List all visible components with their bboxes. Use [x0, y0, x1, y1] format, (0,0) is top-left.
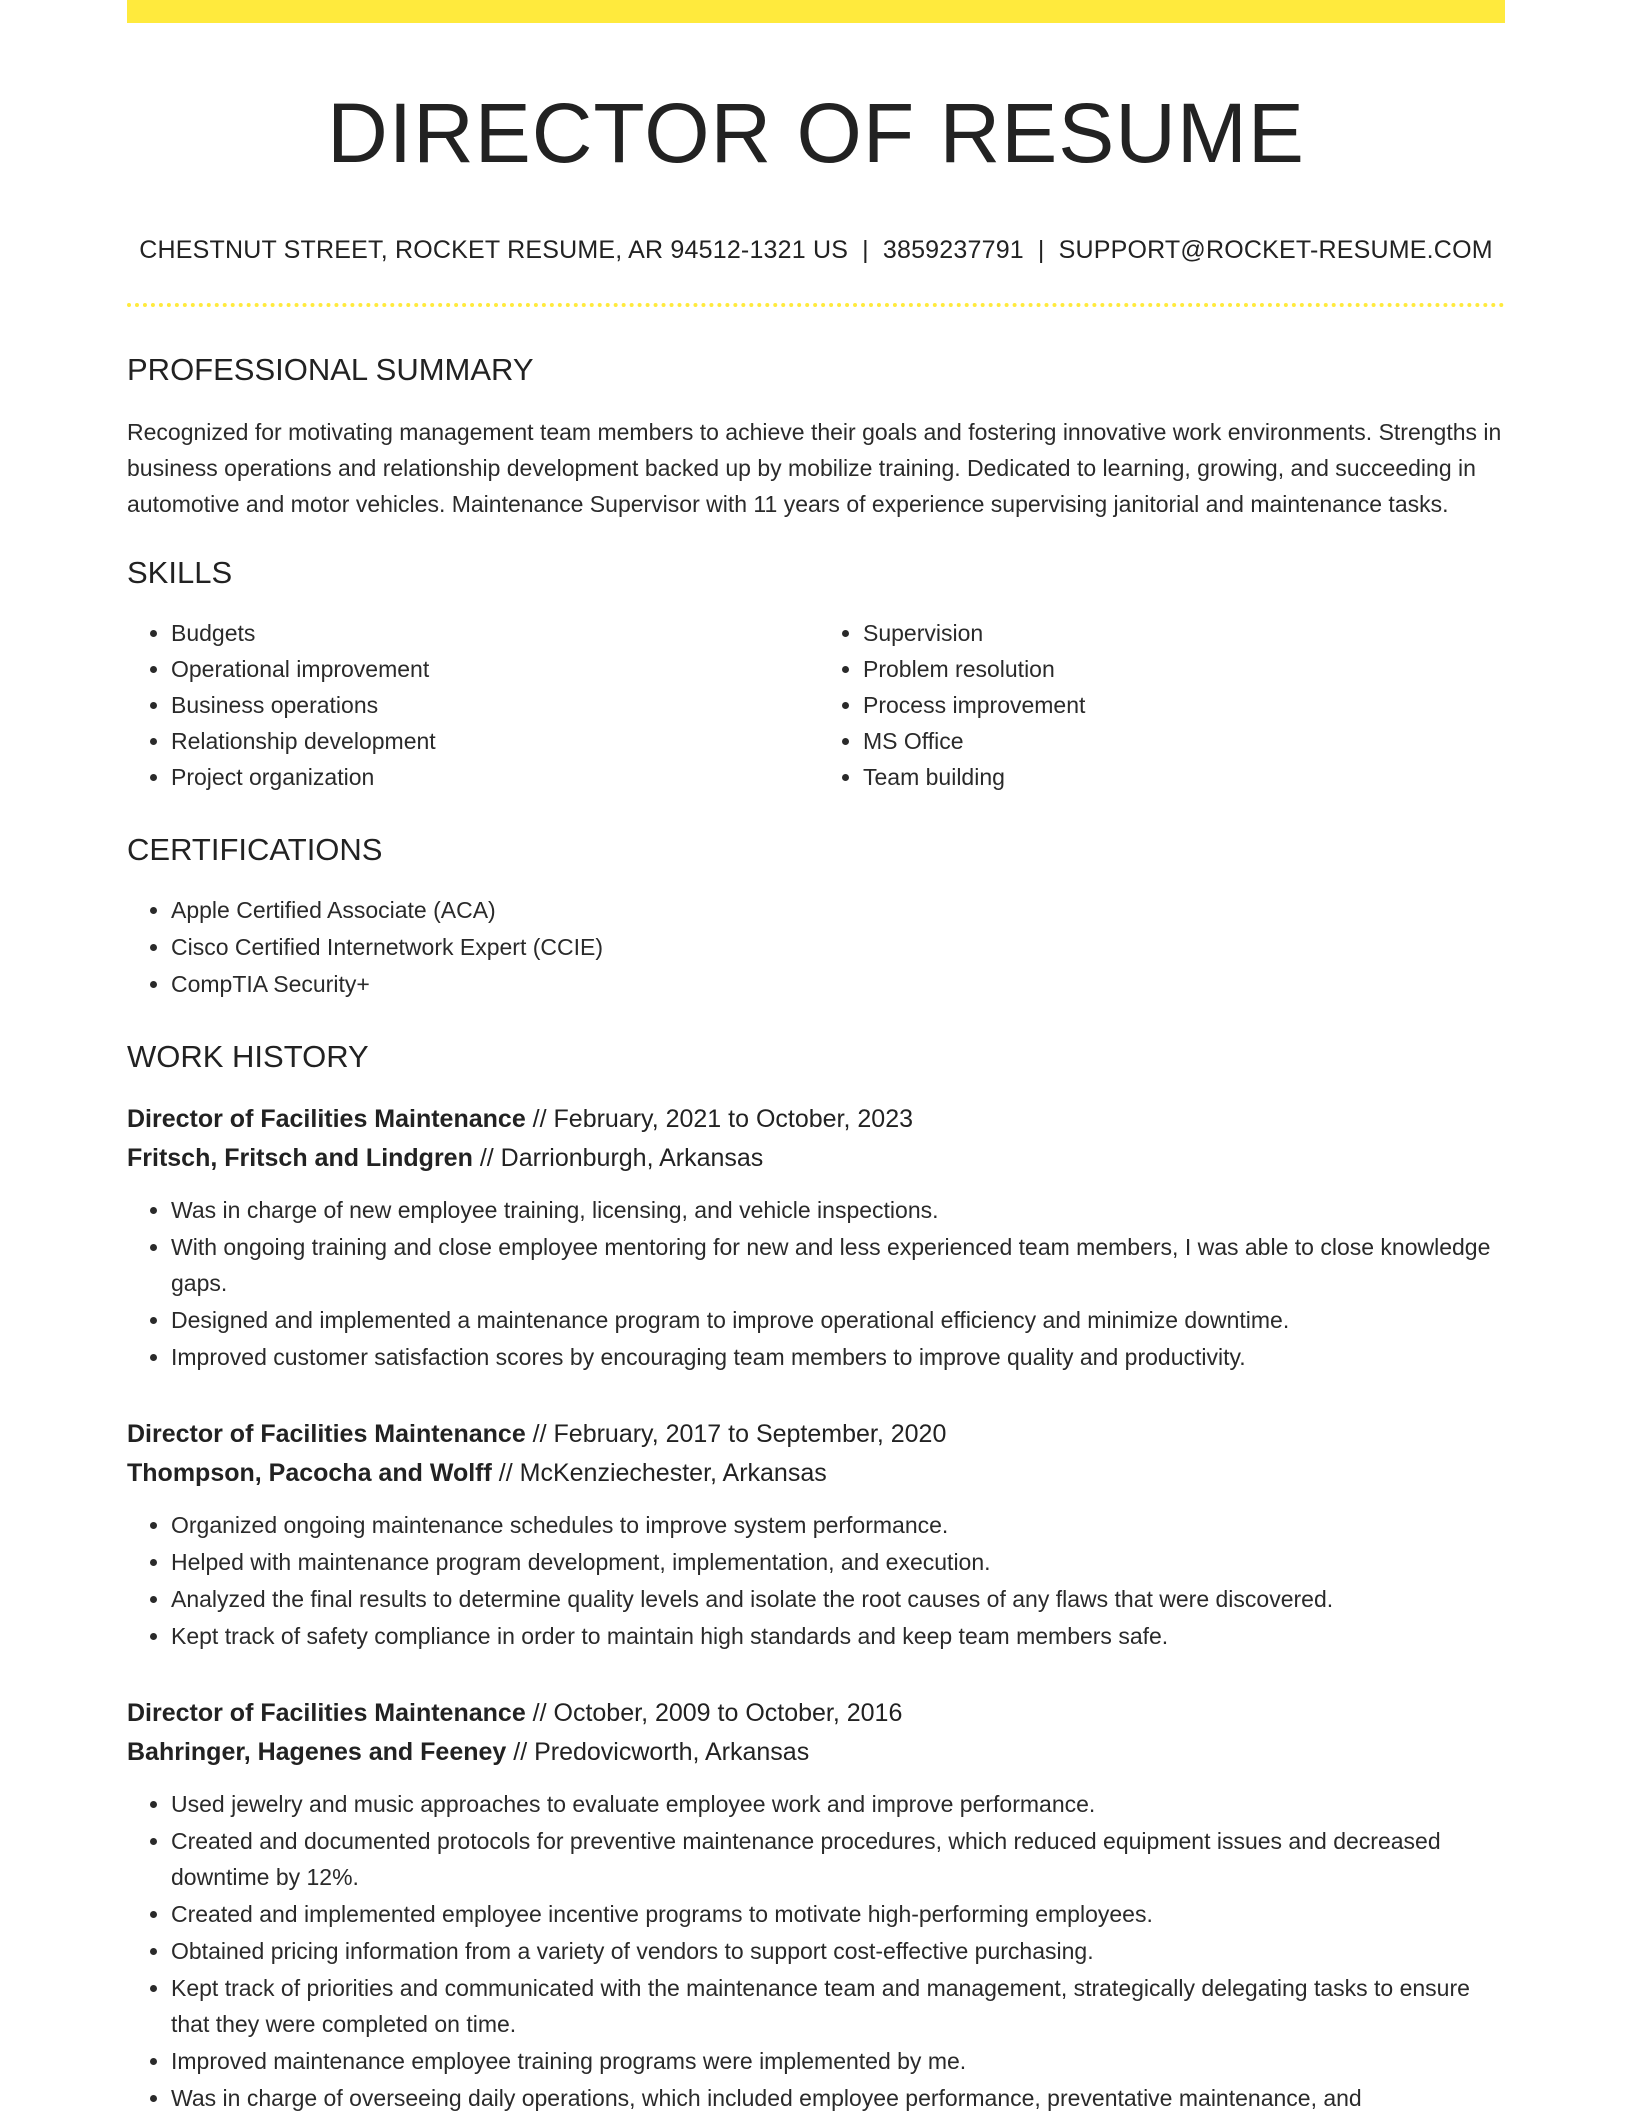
job-company-line: [127, 1139, 1505, 1178]
job-entry: [127, 1415, 1505, 1654]
job-bullet: • Kept track of safety compliance in order to maintain high standards and keep team members safe.: [171, 1618, 1505, 1654]
job-location: McKenziechester, Arkansas: [519, 1458, 827, 1487]
job-bullet: • Used jewelry and music approaches to evaluate employee work and improve performance.: [171, 1786, 1505, 1822]
work-history-heading: WORK HISTORY: [127, 1039, 369, 1075]
job-bullet: • Designed and implemented a maintenance program to improve operational efficiency and minimize downtime.: [171, 1302, 1505, 1338]
job-company-line: [127, 1454, 1505, 1493]
job-bullets: [127, 1507, 1505, 1654]
skills-column-right: [813, 615, 1505, 795]
skill-item: • Team building: [863, 759, 1505, 795]
job-bullet: • Improved customer satisfaction scores by encouraging team members to improve quality and productivity.: [171, 1339, 1505, 1375]
job-bullet: • Created and implemented employee incentive programs to motivate high-performing employees.: [171, 1896, 1505, 1932]
skill-item: • Problem resolution: [863, 651, 1505, 687]
contact-separator: |: [1037, 235, 1045, 264]
skill-item: • MS Office: [863, 723, 1505, 759]
dotted-divider: [127, 303, 1505, 307]
job-bullet: • Improved maintenance employee training programs were implemented by me.: [171, 2043, 1505, 2079]
contact-line: [127, 236, 1505, 265]
job-role: Director of Facilities Maintenance: [127, 1698, 526, 1727]
job-bullet: • Was in charge of new employee training, licensing, and vehicle inspections.: [171, 1192, 1505, 1228]
skill-item: • Project organization: [171, 759, 813, 795]
job-dates: February, 2021 to October, 2023: [553, 1104, 914, 1133]
job-role: Director of Facilities Maintenance: [127, 1419, 526, 1448]
skills-list: [127, 615, 1505, 795]
job-location: Darrionburgh, Arkansas: [500, 1143, 764, 1172]
skills-heading: SKILLS: [127, 554, 233, 590]
job-bullet: • Was in charge of overseeing daily operations, which included employee performance, preventative maintenance, and: [171, 2080, 1505, 2116]
job-divider: //: [525, 1419, 554, 1448]
job-divider: //: [472, 1143, 501, 1172]
job-bullet: • Kept track of priorities and communicated with the maintenance team and management, strategically delegating tasks to ensure that they were completed on time.: [171, 1970, 1505, 2042]
certification-item: • CompTIA Security+: [171, 966, 1505, 1002]
skill-item: • Budgets: [171, 615, 813, 651]
job-title-line: [127, 1694, 1505, 1733]
job-entry: [127, 1694, 1505, 2116]
top-accent-bar: [127, 0, 1505, 23]
job-bullet: • Created and documented protocols for preventive maintenance procedures, which reduced equipment issues and decreased downtime by 12%.: [171, 1823, 1505, 1895]
job-role: Director of Facilities Maintenance: [127, 1104, 526, 1133]
certifications-list: [127, 892, 1505, 1002]
job-dates: February, 2017 to September, 2020: [553, 1419, 947, 1448]
job-location: Predovicworth, Arkansas: [534, 1737, 810, 1766]
resume-name: DIRECTOR OF RESUME: [327, 86, 1305, 180]
job-bullet: • Obtained pricing information from a variety of vendors to support cost-effective purchasing.: [171, 1933, 1505, 1969]
job-bullet: • Helped with maintenance program development, implementation, and execution.: [171, 1544, 1505, 1580]
certifications-heading: CERTIFICATIONS: [127, 832, 383, 868]
job-divider: //: [525, 1104, 554, 1133]
job-bullets: [127, 1786, 1505, 2116]
skill-item: • Relationship development: [171, 723, 813, 759]
certification-item: • Cisco Certified Internetwork Expert (CCIE): [171, 929, 1505, 965]
job-title-line: [127, 1415, 1505, 1454]
job-dates: October, 2009 to October, 2016: [553, 1698, 903, 1727]
job-bullet: • With ongoing training and close employee mentoring for new and less experienced team members, I was able to close knowledge gaps.: [171, 1229, 1505, 1301]
skill-item: • Process improvement: [863, 687, 1505, 723]
job-entry: [127, 1100, 1505, 1375]
summary-heading: PROFESSIONAL SUMMARY: [127, 351, 534, 387]
certification-item: • Apple Certified Associate (ACA): [171, 892, 1505, 928]
skill-item: • Business operations: [171, 687, 813, 723]
contact-separator: |: [862, 235, 869, 264]
skills-column-left: [127, 615, 813, 795]
job-divider: //: [491, 1458, 520, 1487]
job-company: Bahringer, Hagenes and Feeney: [127, 1737, 507, 1766]
job-title-line: [127, 1100, 1505, 1139]
job-bullet: • Analyzed the final results to determine quality levels and isolate the root causes of any flaws that were discovered.: [171, 1581, 1505, 1617]
contact-phone: 3859237791: [882, 235, 1024, 264]
job-company: Thompson, Pacocha and Wolff: [127, 1458, 492, 1487]
job-bullets: [127, 1192, 1505, 1375]
summary-text: Recognized for motivating management team members to achieve their goals and fostering innovative work environments. Strengths in business operations and relationship development backed up by mobilize training. Dedicated to learning, growing, and succeeding in automotive and motor vehicles. Maintenance Supervisor with 11 years of experience supervising janitorial and maintenance tasks.: [127, 418, 1502, 517]
job-company: Fritsch, Fritsch and Lindgren: [127, 1143, 473, 1172]
skill-item: • Operational improvement: [171, 651, 813, 687]
contact-email: SUPPORT@ROCKET-RESUME.COM: [1058, 235, 1493, 264]
skill-item: • Supervision: [863, 615, 1505, 651]
contact-address: CHESTNUT STREET, ROCKET RESUME, AR 94512-1321 US: [139, 235, 849, 264]
resume-page: [127, 0, 1505, 2117]
job-company-line: [127, 1733, 1505, 1772]
job-bullet: • Organized ongoing maintenance schedules to improve system performance.: [171, 1507, 1505, 1543]
job-divider: //: [525, 1698, 554, 1727]
job-divider: //: [506, 1737, 535, 1766]
